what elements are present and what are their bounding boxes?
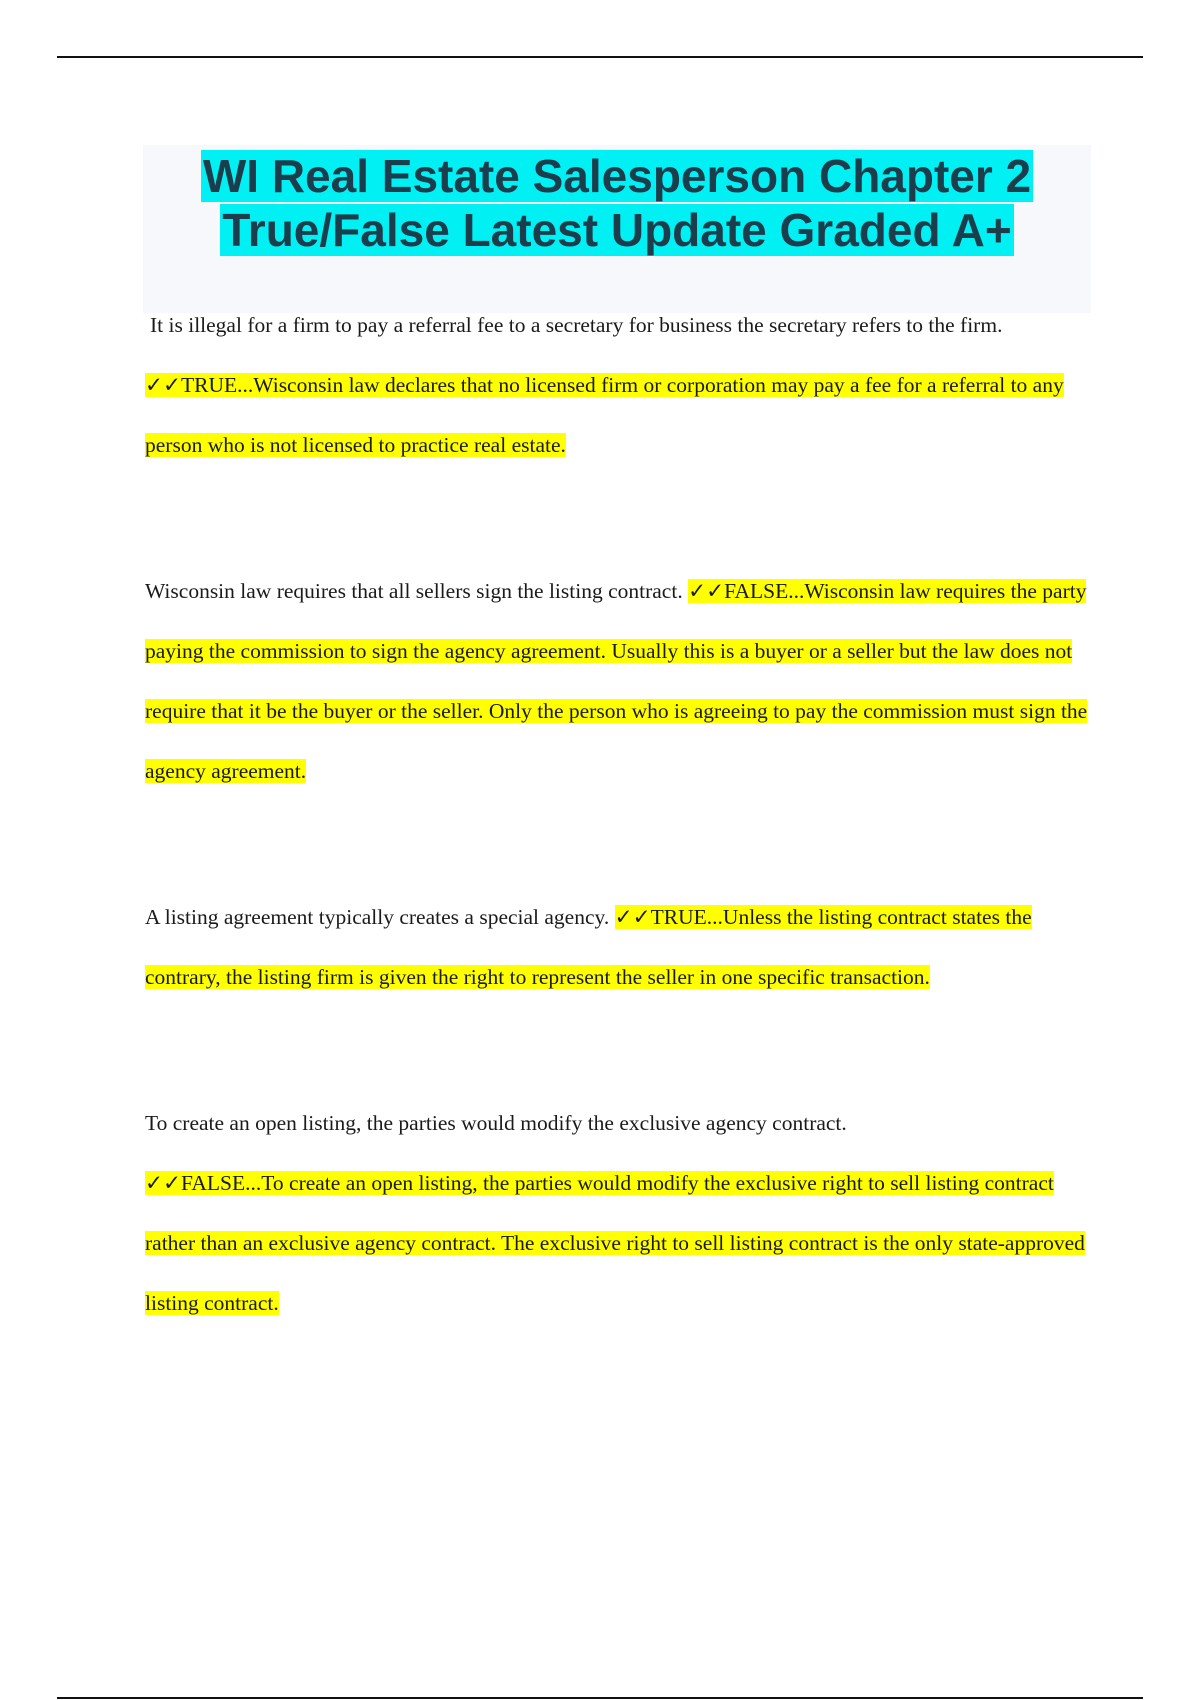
qa-item-3 <box>145 887 1095 1007</box>
question-text-4: To create an open listing, the parties would modify the exclusive agency contract. <box>145 1111 847 1135</box>
question-text-1: It is illegal for a firm to pay a referral fee to a secretary for business the secretary refers to the firm. <box>150 313 1003 337</box>
bottom-rule <box>57 1697 1143 1699</box>
document-title-line-2: True/False Latest Update Graded A+ <box>222 204 1012 256</box>
qa-item-1 <box>145 295 1095 475</box>
answer-text-2: ✓✓FALSE...Wisconsin law requires the party paying the commission to sign the agency agreement. Usually this is a buyer or a seller but the law does not require that it be the buyer or the seller. Only the person who is agreeing to pay the commission must sign the agency agreement. <box>145 579 1088 783</box>
answer-text-1: ✓✓TRUE...Wisconsin law declares that no licensed firm or corporation may pay a fee for a referral to any person who is not licensed to practice real estate. <box>145 373 1064 457</box>
qa-item-2 <box>145 561 1095 801</box>
top-rule <box>57 56 1143 58</box>
question-text-3: A listing agreement typically creates a special agency. <box>145 905 610 929</box>
document-title-line-1: WI Real Estate Salesperson Chapter 2 <box>202 150 1032 202</box>
document-body <box>145 295 1095 1333</box>
document-title-block <box>143 145 1091 313</box>
answer-text-4: ✓✓FALSE...To create an open listing, the parties would modify the exclusive right to sell listing contract rather than an exclusive agency contract. The exclusive right to sell listing contract is the only state-approved listing contract. <box>145 1171 1085 1315</box>
question-text-2: Wisconsin law requires that all sellers sign the listing contract. <box>145 579 683 603</box>
answer-text-3: ✓✓TRUE...Unless the listing contract states the contrary, the listing firm is given the right to represent the seller in one specific transaction. <box>145 905 1032 989</box>
qa-item-4 <box>145 1093 1095 1333</box>
